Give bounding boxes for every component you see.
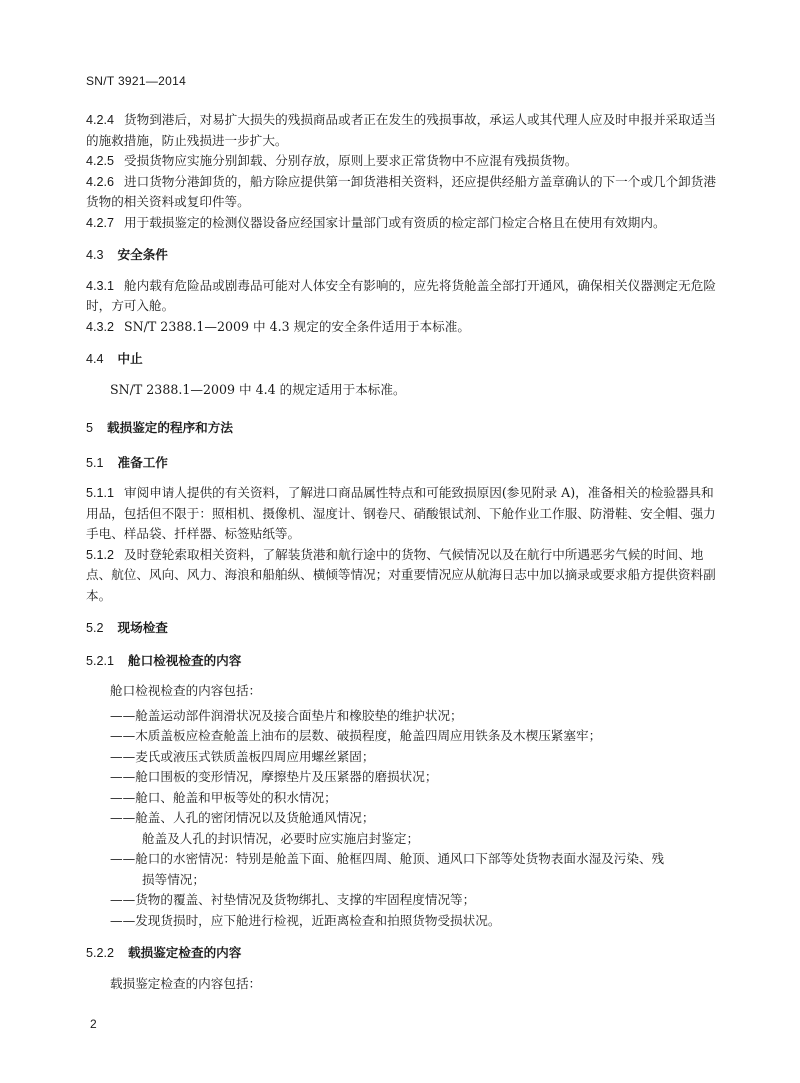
- document-body: [86, 110, 716, 994]
- clause-4-2-6: [86, 172, 716, 213]
- heading-text: 中止: [117, 351, 143, 366]
- clause-number: 5.1.2: [86, 547, 115, 562]
- clause-number: 4.2.4: [86, 113, 115, 127]
- page-number: 2: [90, 1017, 97, 1031]
- heading-number: 5.2.1: [86, 653, 115, 668]
- list-item: ——舱盖运动部件润滑状况及接合面垫片和橡胶垫的维护状况；: [110, 707, 463, 723]
- list-item-line: ——舱口的水密情况：特别是舱盖下面、舱框四周、舱顶、通风口下部等处货物表面水湿及污染、残: [110, 851, 665, 866]
- clause-4-2-5: [86, 151, 716, 172]
- clause-number: 4.3.1: [86, 278, 115, 293]
- clause-4-4-text: SN/T 2388.1—2009 中 4.4 的规定适用于本标准。: [110, 381, 406, 397]
- clause-text: 舱内载有危险品或剧毒品可能对人体安全有影响的，应先将货舱盖全部打开通风，确保相关仪器测定无危险时，方可入舱。: [86, 277, 716, 313]
- list-item: ——舱口围板的变形情况，摩擦垫片及压紧器的磨损状况；: [110, 769, 438, 784]
- clause-4-2-7: [86, 213, 716, 234]
- section-heading-5: [86, 418, 716, 439]
- list-item: [86, 849, 716, 890]
- clause-number: 4.2.5: [86, 154, 115, 168]
- section-heading-4-3: [86, 245, 716, 266]
- clause-number: 4.2.7: [86, 215, 115, 230]
- list-item-continuation: 舱盖及人孔的封识情况，必要时应实施启封鉴定；: [142, 830, 420, 846]
- list-item-line-wrap: 损等情况；: [142, 871, 205, 887]
- section-heading-5-2-1: [86, 651, 716, 672]
- clause-4-3-2: [86, 317, 716, 338]
- inspection-list-5-2-1: [86, 706, 716, 932]
- heading-text: 安全条件: [117, 247, 168, 262]
- section-heading-4-4: [86, 349, 716, 370]
- section-heading-5-2: [86, 618, 716, 639]
- list-item: ——木质盖板应检查舱盖上油布的层数、破损程度，舱盖四周应用铁条及木楔压紧塞牢；: [110, 728, 602, 743]
- section-heading-5-1: [86, 453, 716, 474]
- heading-text: 现场检查: [117, 620, 168, 635]
- heading-number: 5.1: [86, 455, 104, 470]
- heading-text: 准备工作: [117, 454, 168, 470]
- heading-number: 5: [86, 421, 94, 435]
- clause-text: SN/T 2388.1—2009 中 4.3 规定的安全条件适用于本标准。: [124, 318, 470, 334]
- list-item: ——舱盖、人孔的密闭情况以及货舱通风情况；: [110, 810, 375, 825]
- clause-number: 4.2.6: [86, 174, 115, 189]
- list-lead-5-2-2: 载损鉴定检查的内容包括：: [110, 975, 262, 991]
- clause-text: 货物到港后，对易扩大损失的残损商品或者正在发生的残损事故，承运人或其代理人应及时申报并采取适当的施救措施，防止残损进一步扩大。: [86, 112, 716, 148]
- clause-text: 用于载损鉴定的检测仪器设备应经国家计量部门或有资质的检定部门检定合格且在使用有效期内。: [124, 214, 666, 230]
- clause-text: 进口货物分港卸货的，船方除应提供第一卸货港相关资料，还应提供经船方盖章确认的下一个或几个卸货港货物的相关资料或复印件等。: [86, 173, 716, 209]
- clause-text: 受损货物应实施分别卸载、分别存放，原则上要求正常货物中不应混有残损货物。: [124, 153, 578, 168]
- clause-4-2-4: [86, 110, 716, 151]
- section-heading-5-2-2: [86, 943, 716, 964]
- list-lead-5-2-1: 舱口检视检查的内容包括：: [110, 683, 262, 698]
- clause-number: 4.3.2: [86, 319, 115, 334]
- clause-number: 5.1.1: [86, 486, 115, 500]
- heading-text: 载损鉴定的程序和方法: [107, 420, 233, 435]
- document-code-header: SN/T 3921—2014: [86, 74, 187, 88]
- list-item: ——发现货损时，应下舱进行检视，近距离检查和拍照货物受损状况。: [110, 912, 501, 928]
- clause-text: 及时登轮索取相关资料，了解装货港和航行途中的货物、气候情况以及在航行中所遇恶劣气候的时间、地点、航位、风向、风力、海浪和船舶纵、横倾等情况；对重要情况应从航海日志中加以摘录或要求船方提供资料副本。: [86, 546, 716, 603]
- heading-number: 4.3: [86, 248, 104, 262]
- clause-4-3-1: [86, 276, 716, 317]
- heading-text: 载损鉴定检查的内容: [128, 945, 242, 960]
- list-item: ——麦氏或液压式铁质盖板四周应用螺丝紧固；: [110, 748, 375, 764]
- clause-5-1-2: [86, 545, 716, 607]
- clause-5-1-1: [86, 483, 716, 545]
- heading-number: 5.2.2: [86, 946, 115, 960]
- heading-text: 舱口检视检查的内容: [128, 652, 242, 668]
- clause-text: 审阅申请人提供的有关资料，了解进口商品属性特点和可能致损原因(参见附录 A)，准备相关的检验器具和用品，包括但不限于：照相机、摄像机、湿度计、钢卷尺、硝酸银试剂、下舱作业工作服、防滑鞋、安全帽、强力手电、样品袋、扦样器、标签贴纸等。: [86, 485, 716, 541]
- list-item: ——货物的覆盖、衬垫情况及货物绑扎、支撑的牢固程度情况等；: [110, 892, 476, 907]
- heading-number: 5.2: [86, 621, 104, 635]
- list-item: ——舱口、舱盖和甲板等处的积水情况；: [110, 789, 337, 805]
- heading-number: 4.4: [86, 352, 104, 366]
